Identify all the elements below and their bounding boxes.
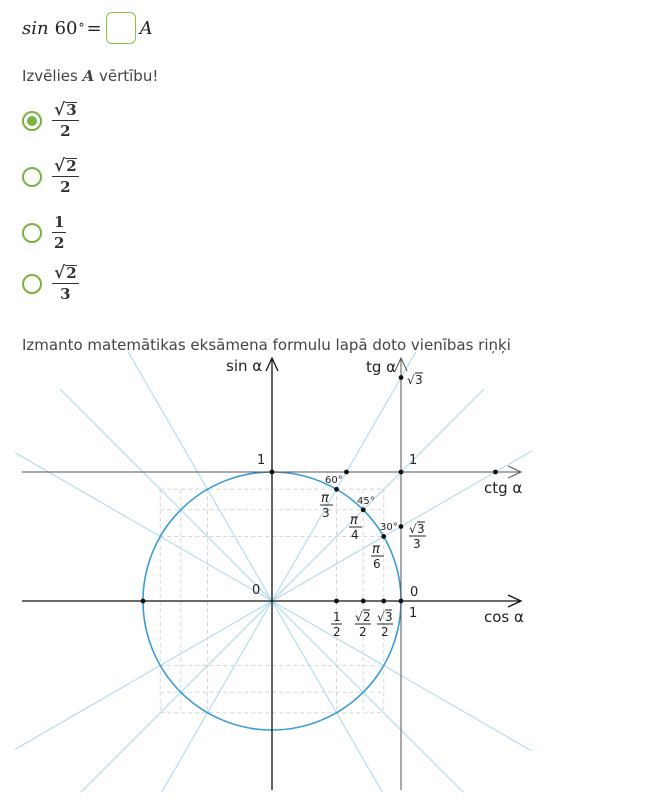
sqrt-icon: √ bbox=[409, 522, 417, 536]
pi-denominator: 3 bbox=[322, 506, 330, 520]
angle-60-label: 60° bbox=[325, 475, 343, 486]
equation bbox=[22, 12, 153, 44]
variable-a: A bbox=[139, 17, 153, 39]
fraction-denominator: 3 bbox=[60, 285, 71, 303]
pi-symbol: π bbox=[350, 513, 358, 528]
option-1-over-2[interactable] bbox=[22, 214, 66, 251]
sqrt-icon: √ bbox=[54, 263, 66, 283]
marker-point bbox=[141, 599, 146, 604]
ctg-axis-label: ctg α bbox=[484, 479, 523, 497]
pi-over-6-label bbox=[371, 542, 384, 571]
pi-denominator: 4 bbox=[351, 528, 359, 542]
tg-zero-label: 0 bbox=[410, 585, 419, 600]
cos-label-1-over-2 bbox=[331, 610, 342, 639]
sqrt-icon: √ bbox=[377, 610, 385, 624]
marker-point bbox=[493, 470, 498, 475]
fraction-1-over-2 bbox=[52, 214, 66, 251]
sin-function: sin bbox=[22, 17, 49, 39]
marker-point bbox=[361, 507, 366, 512]
answer-input-box[interactable] bbox=[106, 12, 136, 44]
tg-axis-label: tg α bbox=[366, 358, 397, 376]
fraction-numerator bbox=[52, 158, 79, 177]
option-sqrt2-over-3[interactable] bbox=[22, 265, 79, 302]
marker-point bbox=[399, 524, 404, 529]
fraction-denominator: 2 bbox=[60, 178, 71, 196]
option-sqrt2-over-2[interactable] bbox=[22, 158, 79, 195]
radicand: 2 bbox=[66, 264, 77, 282]
angle-value: 60 bbox=[54, 17, 78, 39]
fraction-sqrt2-over-2 bbox=[52, 158, 79, 195]
origin-zero-label: 0 bbox=[252, 583, 261, 598]
fraction-numerator bbox=[52, 265, 79, 284]
cos-label-sqrt3-over-2 bbox=[377, 610, 393, 639]
angle-45-label: 45° bbox=[357, 496, 375, 507]
radio-button-selected[interactable] bbox=[22, 111, 42, 131]
marker-points bbox=[141, 375, 498, 603]
radicand: 2 bbox=[66, 157, 77, 175]
marker-point bbox=[399, 375, 404, 380]
fraction-denominator: 2 bbox=[54, 234, 65, 252]
unit-circle-diagram bbox=[0, 352, 656, 810]
label-radicand: 3 bbox=[415, 373, 423, 387]
sin-axis-label: sin α bbox=[226, 357, 263, 375]
cos-axis-label: cos α bbox=[484, 608, 524, 626]
sin-one-label: 1 bbox=[257, 453, 266, 468]
label-denominator: 3 bbox=[413, 537, 421, 551]
degree-sign: ° bbox=[78, 21, 85, 35]
pi-over-4-label bbox=[349, 513, 362, 542]
fraction-sqrt2-over-3 bbox=[52, 265, 79, 302]
pi-over-3-label bbox=[320, 491, 333, 520]
radio-button[interactable] bbox=[22, 274, 42, 294]
sqrt-icon: √ bbox=[355, 610, 363, 624]
sqrt-icon: √ bbox=[54, 156, 66, 176]
fraction-denominator: 2 bbox=[60, 122, 71, 140]
cos-label-sqrt2-over-2 bbox=[355, 610, 371, 639]
label-numerator: 1 bbox=[333, 610, 341, 624]
marker-point bbox=[361, 599, 366, 604]
equals-sign: = bbox=[86, 17, 102, 39]
pi-symbol: π bbox=[372, 542, 380, 557]
axes bbox=[22, 358, 521, 790]
label-denominator: 2 bbox=[359, 625, 367, 639]
label-denominator: 2 bbox=[333, 625, 341, 639]
prompt-text-before: Izvēlies bbox=[22, 67, 78, 85]
marker-point bbox=[334, 487, 339, 492]
marker-point bbox=[399, 599, 404, 604]
fraction-numerator bbox=[52, 102, 79, 121]
pi-denominator: 6 bbox=[373, 557, 381, 571]
label-denominator: 2 bbox=[381, 625, 389, 639]
label-radicand: 3 bbox=[385, 610, 393, 624]
unit-circle-caption: Izmanto matemātikas eksāmena formulu lapā doto vienības riņķi bbox=[22, 336, 511, 354]
marker-point bbox=[381, 599, 386, 604]
marker-point bbox=[399, 470, 404, 475]
cos-one-label: 1 bbox=[409, 606, 418, 621]
option-sqrt3-over-2[interactable] bbox=[22, 102, 79, 139]
angle-30-label: 30° bbox=[380, 522, 398, 533]
tg-label-sqrt3 bbox=[407, 373, 423, 387]
label-radicand: 2 bbox=[363, 610, 371, 624]
tg-label-sqrt3-over-3 bbox=[409, 522, 426, 551]
radio-button[interactable] bbox=[22, 223, 42, 243]
sqrt-icon: √ bbox=[54, 100, 66, 120]
marker-point bbox=[381, 534, 386, 539]
fraction-numerator: 1 bbox=[54, 213, 65, 231]
fraction-sqrt3-over-2 bbox=[52, 102, 79, 139]
sqrt-icon: √ bbox=[407, 373, 415, 387]
pi-symbol: π bbox=[321, 491, 329, 506]
tg-one-label: 1 bbox=[409, 453, 418, 468]
marker-point bbox=[334, 599, 339, 604]
radicand: 3 bbox=[66, 101, 77, 119]
prompt-variable: A bbox=[82, 67, 95, 85]
label-radicand: 3 bbox=[417, 522, 425, 536]
radio-button[interactable] bbox=[22, 167, 42, 187]
marker-point bbox=[270, 470, 275, 475]
instruction-text bbox=[22, 67, 158, 85]
prompt-text-after: vērtību! bbox=[98, 67, 159, 85]
marker-point bbox=[344, 470, 349, 475]
